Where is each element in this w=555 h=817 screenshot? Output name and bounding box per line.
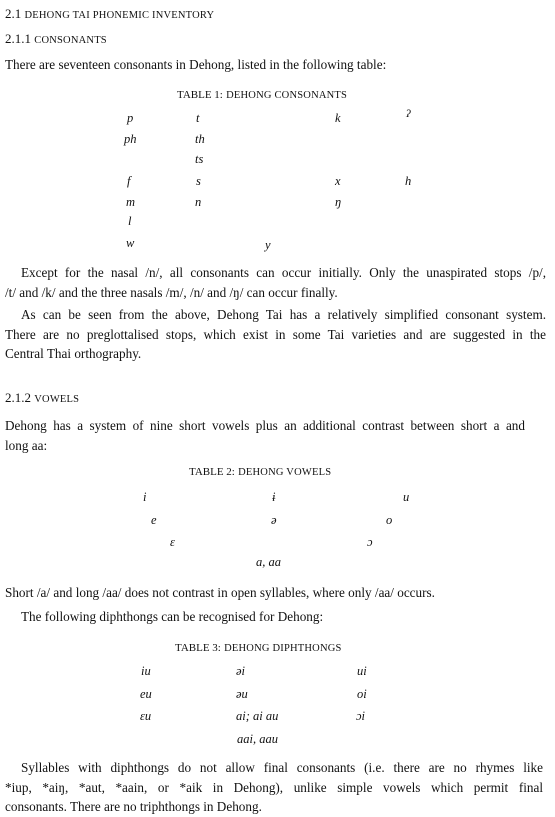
subsection-number: 2.1.1: [5, 31, 31, 46]
table3-caption-prefix: TABLE 3:: [175, 642, 221, 654]
consonants-paragraph-2: [5, 305, 546, 364]
table-cell: f: [127, 174, 131, 188]
text-line: *iup, *aiŋ, *aut, *aain, or *aik in Dehong), unlike simple vowels which permit final: [5, 779, 543, 795]
table-cell: p: [127, 111, 134, 125]
table3-caption-title: DEHONG DIPHTHONGS: [224, 643, 342, 654]
section-heading: [5, 6, 214, 22]
text-line: Syllables with diphthongs do not allow final consonants (i.e. there are no rhymes like: [21, 760, 543, 775]
table-cell: əu: [236, 687, 248, 701]
table-cell: ɔi: [356, 709, 366, 723]
table-cell: əi: [236, 664, 246, 678]
table-cell: th: [195, 132, 205, 146]
table1-caption-prefix: TABLE 1:: [177, 89, 223, 101]
table-cell: ts: [195, 152, 204, 166]
consonants-paragraph-1: [5, 263, 546, 302]
table-cell: ai; ai au: [236, 709, 279, 723]
table-cell: ɛu: [140, 709, 152, 723]
table-cell: l: [128, 214, 132, 228]
subsection-heading-vowels: [5, 390, 79, 406]
vowels-note: Short /a/ and long /aa/ does not contrast in open syllables, where only /aa/ occurs.: [5, 585, 435, 600]
diphthongs-paragraph: [5, 758, 543, 817]
table-cell: m: [126, 195, 136, 209]
vowel-cell: o: [386, 513, 393, 527]
table-cell: w: [126, 236, 135, 250]
subsection-title: VOWELS: [34, 394, 80, 405]
table-cell: eu: [140, 687, 152, 701]
vowels-intro: [5, 416, 525, 455]
section-number: 2.1: [5, 6, 22, 21]
text-line: long aa:: [5, 437, 48, 453]
vowel-cell: ə: [271, 513, 277, 527]
vowel-cell: ɨ: [272, 490, 276, 504]
table-cell: aai, aau: [237, 732, 278, 746]
vowel-cell: e: [151, 513, 157, 527]
table3-caption: [175, 639, 342, 655]
vowel-cell: u: [403, 490, 410, 504]
diphthongs-intro: The following diphthongs can be recognised for Dehong:: [21, 609, 324, 624]
text-line: There are no preglottalised stops, which exist in some Tai varieties and are suggested in the: [5, 326, 546, 342]
vowel-cell: a, aa: [256, 555, 281, 569]
table-cell: ʔ: [406, 108, 411, 120]
text-line: Except for the nasal /n/, all consonants can occur initially. Only the unaspirated stops /p/,: [21, 265, 546, 280]
table-cell: ph: [124, 132, 137, 146]
subsection-title: CONSONANTS: [34, 35, 107, 46]
subsection-number: 2.1.2: [5, 390, 31, 405]
text-line: consonants. There are no triphthongs in Dehong.: [5, 799, 262, 814]
text-line: As can be seen from the above, Dehong Tai has a relatively simplified consonant system.: [21, 307, 546, 322]
consonants-intro: There are seventeen consonants in Dehong, listed in the following table:: [5, 57, 387, 72]
table2-caption-prefix: TABLE 2:: [189, 466, 235, 478]
text-line: /t/ and /k/ and the three nasals /m/, /n/ and /ŋ/ can occur finally.: [5, 284, 338, 300]
vowel-cell: ɔ: [367, 535, 373, 549]
table1-caption-title: DEHONG CONSONANTS: [226, 90, 348, 101]
table-cell: h: [405, 174, 412, 188]
table-cell: k: [335, 111, 341, 125]
table-cell: ŋ: [335, 195, 342, 209]
table1-caption: [177, 86, 347, 102]
table-cell: y: [265, 238, 271, 252]
table2-caption-title: DEHONG VOWELS: [238, 467, 332, 478]
table-cell: t: [196, 111, 200, 125]
table2-caption: [189, 463, 331, 479]
table-cell: n: [195, 195, 202, 209]
text-line: Dehong has a system of nine short vowels plus an additional contrast between short a and: [5, 418, 525, 433]
subsection-heading-consonants: [5, 31, 107, 47]
text-line: Central Thai orthography.: [5, 346, 142, 361]
table-cell: oi: [357, 687, 367, 701]
section-title: DEHONG TAI PHONEMIC INVENTORY: [24, 10, 215, 21]
table-cell: iu: [141, 664, 151, 678]
table-cell: s: [196, 174, 201, 188]
vowel-cell: i: [143, 490, 147, 504]
table-cell: ui: [357, 664, 367, 678]
table-cell: x: [335, 174, 341, 188]
vowel-cell: ɛ: [170, 535, 175, 549]
